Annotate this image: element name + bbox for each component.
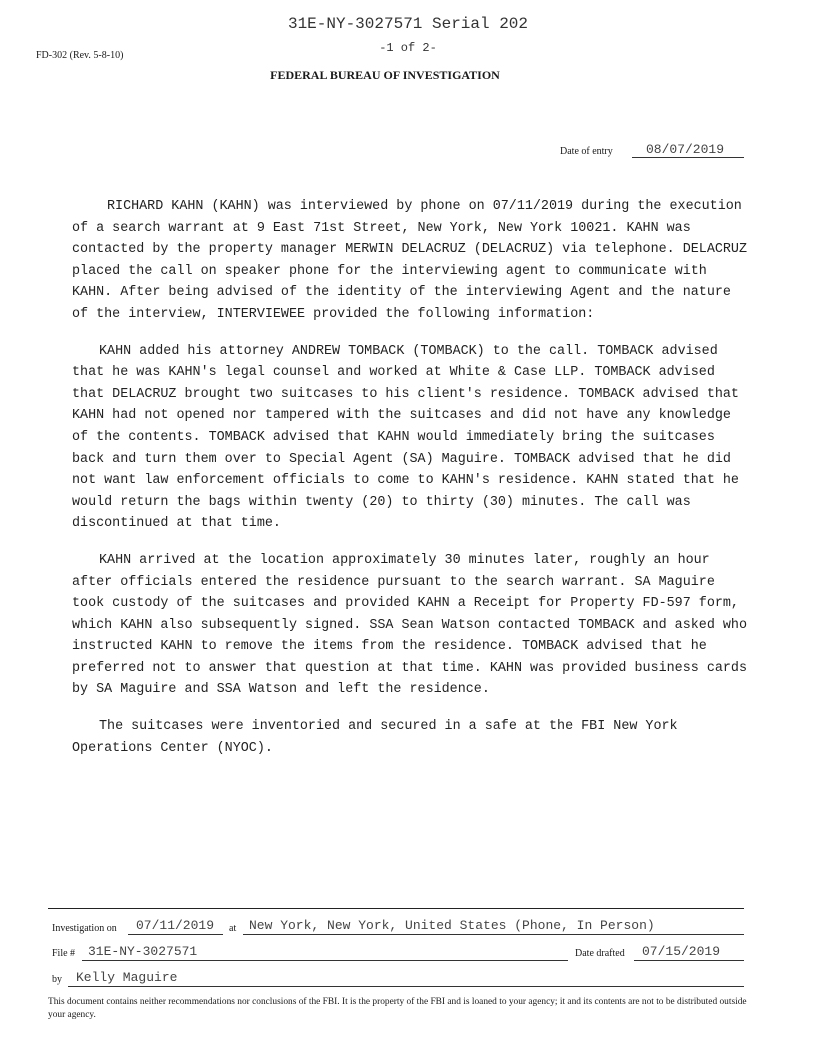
page-indicator: -1 of 2-	[379, 41, 437, 55]
body-paragraph: KAHN arrived at the location approximately 30 minutes later, roughly an hour after officials entered the residence pursuant to the search warrant. SA Maguire took custody of the suitcases and provided KAHN a Receipt for Property FD-597 form, which KAHN also subsequently signed. SSA Sean Watson contacted TOMBACK and asked who instructed KAHN to remove the items from the residence. TOMBACK advised that he preferred not to answer that question at that time. KAHN was provided business cards by SA Maguire and SSA Watson and left the residence.	[72, 552, 747, 698]
body-paragraph: KAHN added his attorney ANDREW TOMBACK (TOMBACK) to the call. TOMBACK advised that he was KAHN's legal counsel and worked at White & Case LLP. TOMBACK advised that DELACRUZ brought two suitcases to his client's residence. TOMBACK advised that KAHN had not opened nor tampered with the suitcases and did not have any knowledge of the contents. TOMBACK advised that KAHN would immediately bring the suitcases back and turn them over to Special Agent (SA) Maguire. TOMBACK advised that he did not want law enforcement officials to come to KAHN's residence. KAHN stated that he would return the bags within twenty (20) to thirty (30) minutes. The call was discontinued at that time.	[72, 343, 739, 532]
investigation-on-label: Investigation on	[52, 923, 117, 934]
agency-title: FEDERAL BUREAU OF INVESTIGATION	[270, 68, 500, 82]
disclaimer: This document contains neither recommendations nor conclusions of the FBI. It is the property of the FBI and is loaned to your agency; it and its contents are not to be distributed outside your agency.	[48, 997, 747, 1020]
investigation-location: New York, New York, United States (Phone, In Person)	[243, 918, 744, 935]
body-paragraph: The suitcases were inventoried and secured in a safe at the FBI New York Operations Center (NYOC).	[72, 719, 678, 756]
document-serial: 31E-NY-3027571 Serial 202	[287, 15, 529, 33]
file-number: 31E-NY-3027571	[82, 944, 568, 961]
date-drafted-label: Date drafted	[575, 948, 625, 959]
form-number: FD-302 (Rev. 5-8-10)	[36, 50, 124, 61]
author-label: by	[52, 974, 62, 985]
file-number-label: File #	[52, 948, 76, 959]
body-paragraph: RICHARD KAHN (KAHN) was interviewed by phone on 07/11/2019 during the execution of a search warrant at 9 East 71st Street, New York, New York 10021. KAHN was contacted by the property manager MERWIN DELACRUZ (DELACRUZ) via telephone. DELACRUZ placed the call on speaker phone for the interviewing agent to communicate with KAHN. After being advised of the identity of the interviewing Agent and the nature of the interview, INTERVIEWEE provided the following information:	[72, 199, 747, 322]
document-body	[72, 196, 752, 774]
at-label: at	[229, 923, 237, 934]
footer-divider	[48, 908, 744, 909]
date-drafted: 07/15/2019	[634, 944, 744, 961]
investigation-date: 07/11/2019	[128, 918, 223, 935]
date-of-entry-value: 08/07/2019	[632, 143, 744, 158]
date-of-entry-label: Date of entry	[560, 146, 613, 157]
author-name: Kelly Maguire	[68, 970, 744, 987]
